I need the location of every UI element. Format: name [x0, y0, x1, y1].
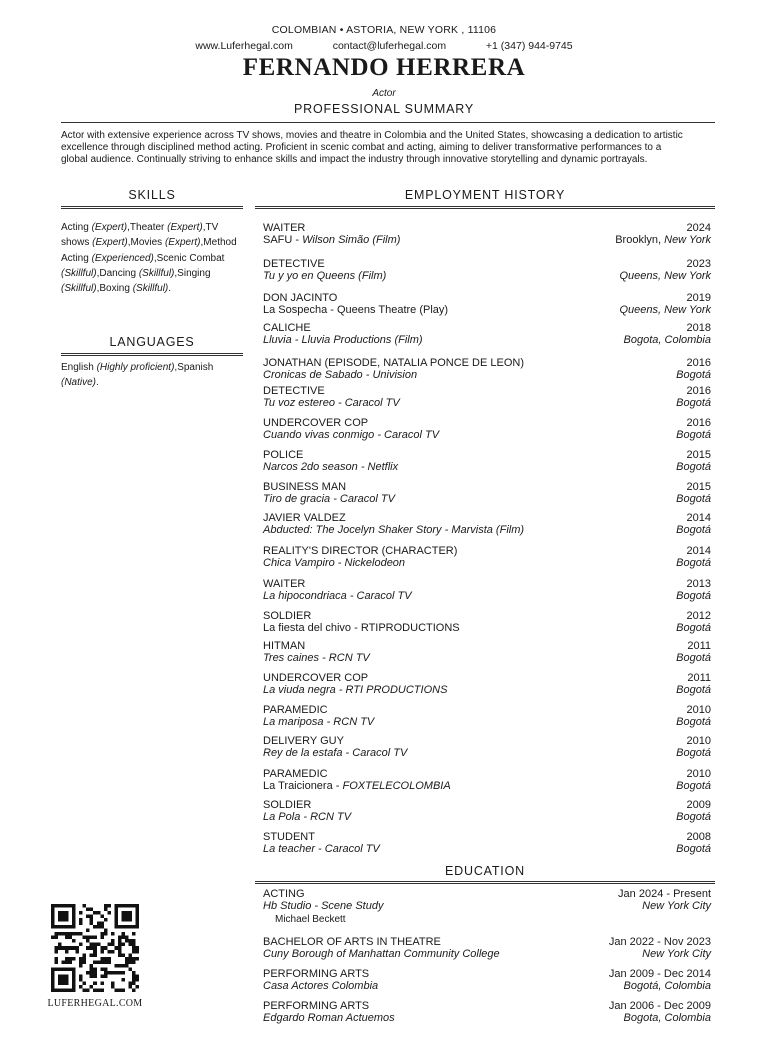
job-production-italic: Cuando vivas conmigo - Caracol TV [263, 429, 440, 441]
job-production-italic: Lluvia - Lluvia Productions (Film) [263, 334, 423, 346]
languages-level: (Highly proficient) [96, 362, 175, 373]
header-contact [0, 40, 768, 52]
skills-level: (Expert) [164, 237, 201, 249]
job-location-italic: Queens, New York [619, 270, 711, 282]
education-entry [263, 968, 711, 994]
job-title: REALITY'S DIRECTOR (CHARACTER) [263, 545, 458, 557]
website-link[interactable]: www.Luferhegal.com [195, 40, 293, 52]
skills-name: Scenic Combat [156, 252, 225, 264]
education-location: New York City [642, 948, 711, 960]
person-name: FERNANDO HERRERA [242, 54, 526, 81]
job-location [676, 590, 711, 602]
job-production-italic: Tu y yo en Queens (Film) [263, 270, 387, 282]
job-entry [263, 512, 711, 538]
job-title: CALICHE [263, 322, 311, 334]
skills-level: (Expert) [167, 222, 203, 233]
job-title: DELIVERY GUY [263, 735, 344, 747]
job-production-italic: Chica Vampiro - Nickelodeon [263, 557, 406, 569]
skills-name: Dancing [99, 267, 137, 279]
summary-divider [61, 122, 715, 123]
summary-title: PROFESSIONAL SUMMARY [294, 102, 474, 116]
job-production-plain: La fiesta del chivo - RTIPRODUCTIONS [263, 622, 460, 634]
qr-label: LUFERHEGAL.COM [47, 998, 143, 1009]
job-production [263, 304, 448, 316]
job-production-plain: La Sospecha - Queens Theatre (Play) [263, 304, 449, 316]
job-year: 2010 [686, 768, 711, 780]
job-location-italic: Bogotá [676, 369, 711, 381]
job-location [676, 557, 711, 569]
education-divider [255, 881, 715, 884]
qr-code[interactable] [51, 904, 139, 992]
job-location-italic: Bogota, Colombia [623, 334, 711, 346]
skills-level: (Expert) [92, 237, 128, 249]
job-entry [263, 672, 711, 698]
job-location-italic: New York [664, 234, 711, 246]
job-location [676, 369, 711, 381]
job-location-italic: Bogotá [676, 557, 711, 569]
job-location [624, 334, 711, 346]
job-production [263, 369, 417, 381]
job-year: 2010 [686, 735, 711, 747]
job-title: SOLDIER [263, 610, 312, 622]
job-title: BUSINESS MAN [263, 481, 347, 493]
job-entry [263, 578, 711, 604]
education-school: Cuny Borough of Manhattan Community College [263, 948, 500, 960]
job-production [263, 652, 370, 664]
job-location-italic: Bogotá [676, 747, 711, 759]
job-year: 2016 [686, 357, 711, 369]
job-location [676, 397, 711, 409]
job-location-italic: Bogotá [676, 622, 711, 634]
job-location [619, 304, 711, 316]
skills-separator: , [127, 237, 131, 249]
summary-text [61, 130, 721, 167]
job-year: 2011 [687, 640, 711, 652]
skills-title: SKILLS [128, 188, 176, 202]
languages-separator: , [174, 362, 178, 373]
education-title: PERFORMING ARTS [263, 1000, 370, 1012]
education-school: Casa Actores Colombia [263, 980, 379, 992]
job-title: JAVIER VALDEZ [263, 512, 346, 524]
skills-level: (Expert) [91, 222, 128, 233]
languages-list [61, 360, 241, 391]
job-production [263, 747, 407, 759]
languages-name: Spanish [177, 362, 214, 373]
skills-divider [61, 206, 243, 209]
job-location-italic: Bogotá [676, 811, 711, 823]
job-year: 2019 [686, 292, 711, 304]
job-location [676, 429, 711, 441]
job-location-italic: Bogotá [676, 524, 711, 536]
job-production [263, 590, 412, 602]
job-production [263, 557, 405, 569]
job-location [615, 234, 711, 246]
job-location [676, 524, 711, 536]
job-production [263, 334, 423, 346]
job-location-italic: Bogotá [676, 590, 711, 602]
skills-level: (Skillful) [132, 283, 169, 295]
job-production-italic: FOXTELECOLOMBIA [342, 780, 451, 792]
education-entry [263, 936, 711, 962]
skills-separator: , [202, 222, 206, 233]
job-title: PARAMEDIC [263, 768, 328, 780]
job-production [263, 622, 460, 634]
job-year: 2012 [686, 610, 711, 622]
job-production [263, 684, 447, 696]
job-location [676, 461, 711, 473]
job-production-italic: Wilson Simão (Film) [302, 234, 401, 246]
job-title: UNDERCOVER COP [263, 417, 369, 429]
job-location [676, 811, 711, 823]
job-production [263, 429, 439, 441]
skills-name: Theater [129, 222, 165, 233]
skills-separator: , [174, 267, 178, 279]
education-title: PERFORMING ARTS [263, 968, 370, 980]
job-production [263, 811, 351, 823]
job-title: WAITER [263, 578, 306, 590]
job-title: WAITER [263, 222, 306, 234]
job-production-italic: La Pola - RCN TV [263, 811, 352, 823]
job-year: 2016 [686, 385, 711, 397]
job-entry [263, 799, 711, 825]
education-school: Hb Studio - Scene Study [263, 900, 384, 912]
job-production-italic: Tiro de gracia - Caracol TV [263, 493, 395, 505]
job-title: PARAMEDIC [263, 704, 328, 716]
header-location: COLOMBIAN • ASTORIA, NEW YORK , 11106 [271, 24, 497, 36]
skills-name: Singing [177, 267, 211, 279]
job-location [676, 493, 711, 505]
skills-level: (Skillful) [138, 267, 175, 279]
job-year: 2009 [686, 799, 711, 811]
job-production-italic: La viuda negra - RTI PRODUCTIONS [263, 684, 448, 696]
job-production-italic: La mariposa - RCN TV [263, 716, 375, 728]
job-location-italic: Bogotá [676, 843, 711, 855]
summary-line: Actor with extensive experience across TV shows, movies and theatre in Colombia and the United States, showcasing a dedication to artistic [61, 130, 683, 141]
job-location-italic: Bogotá [676, 780, 711, 792]
education-title: ACTING [263, 888, 305, 900]
job-production [263, 493, 395, 505]
job-location [676, 716, 711, 728]
job-production [263, 270, 386, 282]
education-entry [263, 1000, 711, 1026]
job-year: 2014 [686, 512, 711, 524]
job-entry [263, 357, 711, 383]
job-year: 2016 [686, 417, 711, 429]
job-title: STUDENT [263, 831, 315, 843]
languages-title: LANGUAGES [109, 335, 195, 349]
job-entry [263, 292, 711, 318]
job-location [676, 622, 711, 634]
education-school: Edgardo Roman Actuemos [263, 1012, 395, 1024]
job-entry [263, 449, 711, 475]
job-production-italic: Tres caines - RCN TV [263, 652, 370, 664]
job-production-plain: La Traicionera - [263, 780, 343, 792]
education-dates: Jan 2024 - Present [618, 888, 711, 900]
education-dates: Jan 2022 - Nov 2023 [608, 936, 711, 948]
job-location-italic: Bogotá [676, 716, 711, 728]
phone-number[interactable]: +1 (347) 944-9745 [485, 40, 573, 52]
job-title: UNDERCOVER COP [263, 672, 369, 684]
education-title: BACHELOR OF ARTS IN THEATRE [263, 936, 441, 948]
job-location [619, 270, 711, 282]
job-title: DETECTIVE [263, 385, 325, 397]
job-location-italic: Bogotá [676, 397, 711, 409]
job-entry [263, 831, 711, 857]
education-location: Bogotá, Colombia [623, 980, 711, 992]
job-production-italic: Tu voz estereo - Caracol TV [263, 397, 400, 409]
employment-divider [255, 206, 715, 209]
job-year: 2015 [686, 449, 711, 461]
languages-name: English [61, 362, 94, 373]
job-year: 2014 [686, 545, 711, 557]
job-entry [263, 545, 711, 571]
job-location [676, 684, 711, 696]
job-production-italic: Rey de la estafa - Caracol TV [263, 747, 408, 759]
job-entry [263, 258, 711, 284]
job-location [676, 747, 711, 759]
skills-separator: , [153, 252, 157, 264]
job-title: JONATHAN (EPISODE, NATALIA PONCE DE LEON) [263, 357, 524, 369]
job-year: 2015 [686, 481, 711, 493]
summary-line: excellence through disciplined method acting. Proficient in scenic combat and acting, aiming to deliver transformative performances to a [61, 142, 662, 154]
job-location-italic: Bogotá [676, 652, 711, 664]
job-entry [263, 417, 711, 443]
job-entry [263, 481, 711, 507]
job-production [263, 843, 380, 855]
job-year: 2013 [686, 578, 711, 590]
person-role: Actor [372, 88, 396, 99]
education-instructor: Michael Beckett [275, 914, 346, 925]
job-year: 2008 [686, 831, 711, 843]
skills-name: TV shows [61, 222, 219, 249]
skills-name: Movies [130, 237, 163, 249]
job-entry [263, 640, 711, 666]
job-production-italic: La hipocondriaca - Caracol TV [263, 590, 412, 602]
job-location [676, 843, 711, 855]
skills-level: (Skillful) [61, 283, 97, 295]
skills-separator: , [200, 237, 204, 249]
job-production [263, 524, 524, 536]
job-location-italic: Bogotá [676, 461, 711, 473]
job-entry [263, 735, 711, 761]
job-production-italic: La teacher - Caracol TV [263, 843, 380, 855]
job-entry [263, 704, 711, 730]
education-dates: Jan 2009 - Dec 2014 [608, 968, 711, 980]
job-production [263, 461, 398, 473]
education-entry [263, 888, 711, 914]
skills-level: (Skillful) [61, 267, 97, 279]
skills-level: (Experienced) [91, 252, 154, 264]
job-title: HITMAN [263, 640, 306, 652]
job-location-italic: Bogotá [676, 429, 711, 441]
skills-separator: . [168, 283, 172, 295]
job-production [263, 397, 400, 409]
job-year: 2011 [687, 672, 711, 684]
job-year: 2010 [686, 704, 711, 716]
job-location-italic: Bogotá [676, 684, 711, 696]
job-production [263, 780, 451, 792]
education-title: EDUCATION [445, 864, 525, 878]
skills-name: Acting [61, 222, 89, 233]
job-title: POLICE [263, 449, 304, 461]
job-location-plain: Brooklyn, [615, 234, 665, 246]
skills-separator: , [96, 267, 100, 279]
education-location: Bogota, Colombia [623, 1012, 711, 1024]
job-entry [263, 385, 711, 411]
job-year: 2023 [686, 258, 711, 270]
job-year: 2018 [686, 322, 711, 334]
job-entry [263, 768, 711, 794]
job-title: SOLDIER [263, 799, 312, 811]
job-title: DON JACINTO [263, 292, 338, 304]
job-production [263, 234, 400, 246]
skills-list [61, 220, 241, 296]
job-title: DETECTIVE [263, 258, 325, 270]
languages-separator: . [96, 377, 99, 389]
skills-name: Boxing [99, 283, 130, 295]
education-location: New York City [642, 900, 711, 912]
skills-separator: , [127, 222, 130, 233]
job-entry [263, 322, 711, 348]
skills-separator: , [96, 283, 100, 295]
languages-divider [61, 353, 243, 356]
employment-title: EMPLOYMENT HISTORY [404, 188, 566, 202]
job-production-italic: Cronicas de Sabado - Univision [263, 369, 418, 381]
job-entry [263, 610, 711, 636]
job-location-italic: Queens, New York [619, 304, 711, 316]
job-production-italic: Abducted: The Jocelyn Shaker Story - Marvista (Film) [263, 524, 525, 536]
job-production-plain: SAFU - [263, 234, 303, 246]
skills-name: Method Acting [61, 237, 237, 264]
job-location [676, 652, 711, 664]
job-location-italic: Bogotá [676, 493, 711, 505]
job-production [263, 716, 374, 728]
job-location [676, 780, 711, 792]
email-link[interactable]: contact@luferhegal.com [332, 40, 447, 52]
education-dates: Jan 2006 - Dec 2009 [608, 1000, 711, 1012]
languages-level: (Native) [61, 377, 97, 389]
job-entry [263, 222, 711, 248]
summary-line: global audience. Continually striving to enhance skills and impact the industry through innovative storytelling and dynamic portrayals. [61, 154, 648, 166]
job-production-italic: Narcos 2do season - Netflix [263, 461, 399, 473]
job-year: 2024 [686, 222, 711, 234]
